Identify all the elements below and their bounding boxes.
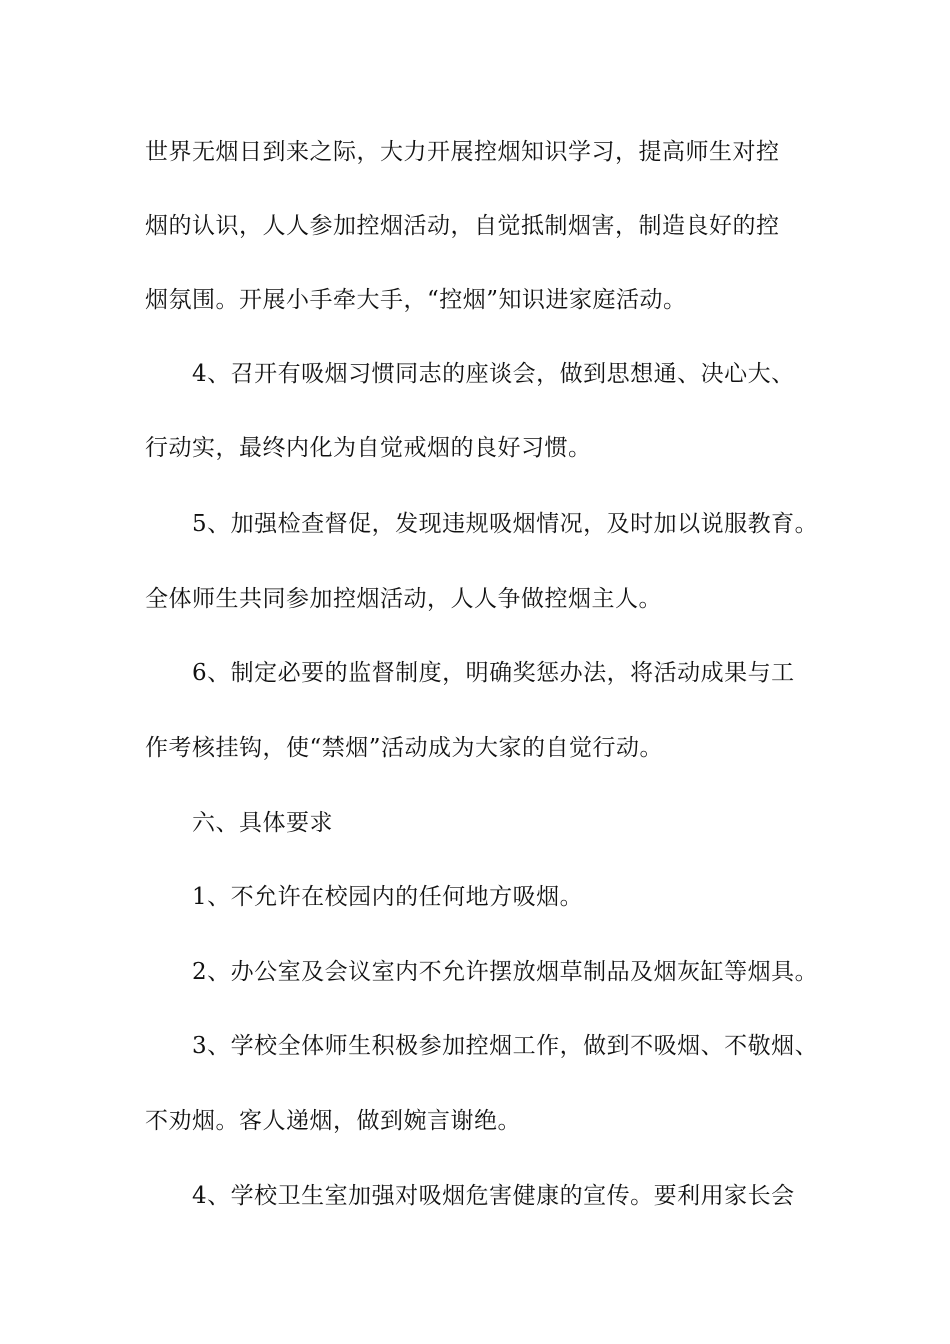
paragraph-line: 1、不允许在校园内的任何地方吸烟。: [192, 884, 584, 910]
paragraph-line: 4、学校卫生室加强对吸烟危害健康的宣传。要利用家长会: [192, 1183, 795, 1209]
paragraph-line: 4、召开有吸烟习惯同志的座谈会，做到思想通、决心大、: [192, 361, 795, 387]
section-heading: 六、具体要求: [192, 810, 333, 836]
paragraph-line: 世界无烟日到来之际，大力开展控烟知识学习，提高师生对控: [145, 139, 780, 165]
paragraph-line: 全体师生共同参加控烟活动，人人争做控烟主人。: [145, 586, 662, 612]
paragraph-line: 3、学校全体师生积极参加控烟工作，做到不吸烟、不敬烟、: [192, 1033, 819, 1059]
paragraph-line: 行动实，最终内化为自觉戒烟的良好习惯。: [145, 435, 592, 461]
paragraph-line: 烟氛围。开展小手牵大手，“控烟”知识进家庭活动。: [145, 287, 687, 313]
paragraph-line: 不劝烟。客人递烟，做到婉言谢绝。: [145, 1108, 521, 1134]
paragraph-line: 5、加强检查督促，发现违规吸烟情况，及时加以说服教育。: [192, 511, 819, 537]
paragraph-line: 作考核挂钩，使“禁烟”活动成为大家的自觉行动。: [145, 735, 664, 761]
paragraph-line: 2、办公室及会议室内不允许摆放烟草制品及烟灰缸等烟具。: [192, 959, 819, 985]
paragraph-line: 6、制定必要的监督制度，明确奖惩办法，将活动成果与工: [192, 660, 795, 686]
paragraph-line: 烟的认识，人人参加控烟活动，自觉抵制烟害，制造良好的控: [145, 213, 780, 239]
